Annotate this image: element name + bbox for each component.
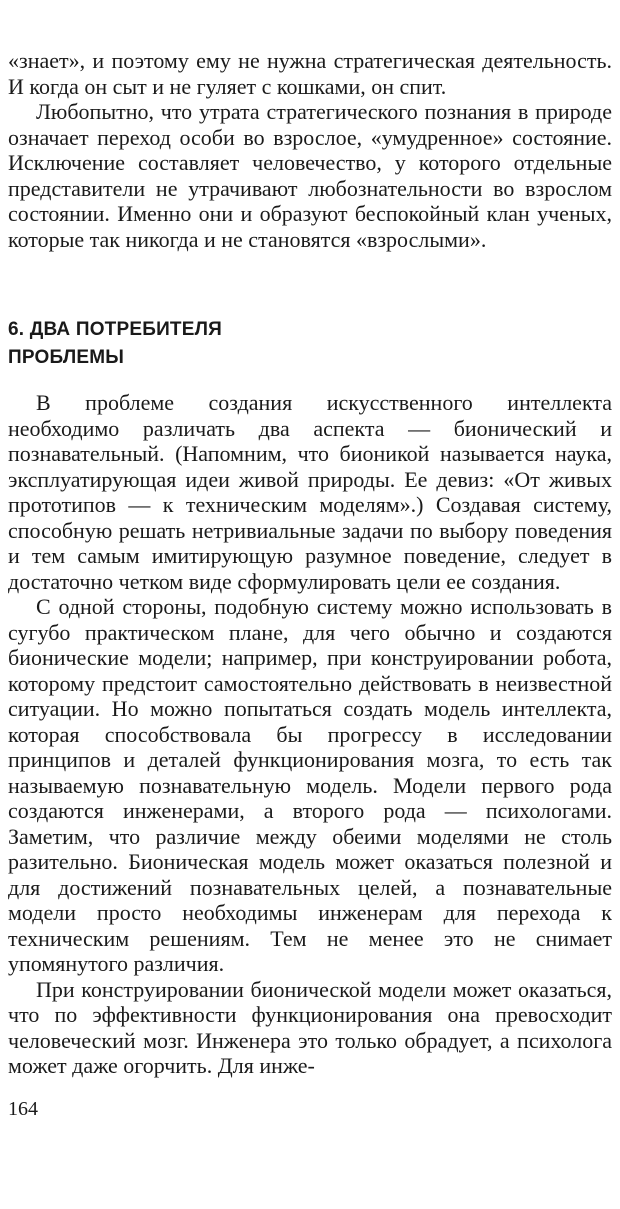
paragraph: С одной стороны, подобную систему можно использовать в сугубо практическом плане, для чего обычно и создаются бионические модели; например, при конструировании робота, которому предстоит самостоятельно действовать в неизвестной ситуации. Но можно попытаться создать модель интеллекта, которая способствовала бы прогрессу в исследовании принципов и деталей функционирования мозга, то есть так называемую познавательную модель. Модели первого рода создаются инженерами, а второго рода — психологами. Заметим, что различие между обеими моделями не столь разительно. Бионическая модель может оказаться полезной и для достижений познавательных целей, а познавательные модели просто необходимы инженерам для перехода к техническим решениям. Тем не менее это не снимает упомянутого различия.	[8, 594, 612, 976]
section-heading-line-1: 6. ДВА ПОТРЕБИТЕЛЯ	[8, 319, 223, 340]
paragraph: «знает», и поэтому ему не нужна стратегическая деятельность. И когда он сыт и не гуляет с кошками, он спит.	[8, 48, 612, 99]
text-block-after-heading	[8, 390, 612, 1079]
section-heading	[8, 316, 612, 372]
text-block-before-heading	[8, 48, 612, 252]
section-heading-line-2: ПРОБЛЕМЫ	[8, 347, 125, 368]
paragraph: В проблеме создания искусственного интеллекта необходимо различать два аспекта — бионический и познавательный. (Напомним, что бионикой называется наука, эксплуатирующая идеи живой природы. Ее девиз: «От живых прототипов — к техническим моделям».) Создавая систему, способную решать нетривиальные задачи по выбору поведения и тем самым имитирующую разумное поведение, следует в достаточно четком виде сформулировать цели ее создания.	[8, 390, 612, 594]
page-number: 164	[8, 1098, 38, 1120]
paragraph: Любопытно, что утрата стратегического познания в природе означает переход особи во взрослое, «умудренное» состояние. Исключение составляет человечество, у которого отдельные представители не утрачивают любознательности во взрослом состоянии. Именно они и образуют беспокойный клан ученых, которые так никогда и не становятся «взрослыми».	[8, 99, 612, 252]
paragraph: При конструировании бионической модели может оказаться, что по эффективности функционирования она превосходит человеческий мозг. Инженера это только обрадует, а психолога может даже огорчить. Для инже-	[8, 976, 612, 1078]
